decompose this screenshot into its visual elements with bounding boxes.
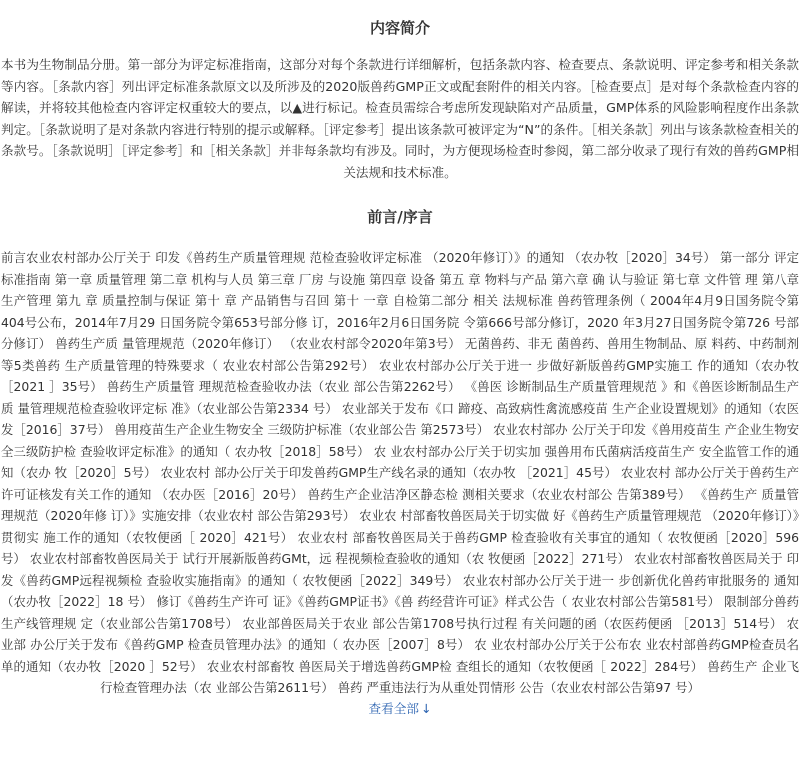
intro-section-title: 内容简介 bbox=[369, 19, 430, 37]
preface-section-title: 前言/序言 bbox=[367, 208, 433, 226]
show-all-link[interactable] bbox=[0, 699, 800, 719]
arrow-down-icon: ↓ bbox=[420, 700, 432, 716]
preface-paragraph: 前言农业农村部办公厅关于 印发《兽药生产质量管理规 范检查验收评定标准 （2020年修订）》的通知 （农办牧［2020］34号） 第一部分 评定标准指南 第一章 质量管理 第二章 机构与人员 第三章 厂房 与设施 第四章 设备 第五 章 物料与产品 第六章 确 认与验证 第七章 文件管 理 第八章 生产管理 第九 章 质量控制与保证 第十 章 产品销售与召回 第十 一章 自检第二部分 相关 法规标准 兽药管理条例（ 2004年4月9日国务院令第 404号公布，2014年7月29 日国务院令第653号部分修 订，2016年2月6日国务院 令第666号部分修订，2020 年3月27日国务院令第726 号部分修订） 兽药生产质 量管理规范（2020年修订） （农业农村部令2020年第3号） 无菌兽药、非无 菌兽药、兽用生物制品、原 料药、中药制剂等5类兽药 生产质量管理的特殊要求（ 农业农村部公告第292号） 农业农村部办公厅关于进一 步做好新版兽药GMP实施工 作的通知（农办牧［2021 ］35号） 兽药生产质量管 理规范检查验收办法（农业 部公告第2262号） 《兽医 诊断制品生产质量管理规范 》和《兽医诊断制品生产质 量管理规范检查验收评定标 准》（农业部公告第2334 号） 农业部关于发布《口 蹄疫、高致病性禽流感疫苗 生产企业设置规划》的通知（农医发［2016］37号） 兽用疫苗生产企业生物安全 三级防护标准（农业部公告 第2573号） 农业农村部办 公厅关于印发《兽用疫苗生 产企业生物安全三级防护检 查验收评定标准》的通知（ 农办牧［2018］58号） 农 业农村部办公厅关于切实加 强兽用布氏菌病活疫苗生产 安全监管工作的通知（农办 牧［2020］5号） 农业农村 部办公厅关于印发兽药GMP生产线名录的通知（农办牧 ［2021］45号） 农业农村 部办公厅关于兽药生产 许可证核发有关工作的通知 （农办医［2016］20号） 兽药生产企业洁净区静态检 测相关要求（农业农村部公 告第389号） 《兽药生产 质量管理规范（2020年修 订）》实施安排（农业农村 部公告第293号） 农业农 村部畜牧兽医局关于切实做 好《兽药生产质量管理规范 （2020年修订）》贯彻实 施工作的通知（农牧便函［ 2020］421号） 农业农村 部畜牧兽医局关于兽药GMP 检查验收有关事宜的通知（ 农牧便函［2020］596号） 农业农村部畜牧兽医局关于 试行开展新版兽药GMt，远 程视频检查验收的通知（农 牧便函［2022］271号） 农业农村部畜牧兽医局关于 印发《兽药GMP远程视频检 查验收实施指南》的通知（ 农牧便函［2022］349号） 农业农村部办公厅关于进一 步创新优化兽药审批服务的 通知（农办牧［2022］18 号） 修订《兽药生产许可 证》《兽药GMP证书》《兽 药经营许可证》样式公告（ 农业农村部公告第581号） 限制部分兽药生产线管理规 定（农业部公告第1708号） 农业部兽医局关于农业 部公告第1708号执行过程 有关问题的函（农医药便函 ［2013］514号） 农业部 办公厅关于发布《兽药GMP 检查员管理办法》的通知（ 农办医［2007］8号） 农 业农村部办公厅关于公布农 业农村部兽药GMP检查员名 单的通知（农办牧［2020 ］52号） 农业农村部畜牧 兽医局关于增选兽药GMP检 查组长的通知（农牧便函［ 2022］284号） 兽药生产 企业飞行检查管理办法（农 业部公告第2611号） 兽药 严重违法行为从重处罚情形 公告（农业农村部公告第97 号） bbox=[1, 250, 800, 695]
show-all-label: 查看全部 bbox=[368, 700, 419, 716]
intro-paragraph: 本书为生物制品分册。第一部分为评定标准指南，这部分对每个条款进行详细解析，包括条款内容、检查要点、条款说明、评定参考和相关条款等内容。［条款内容］列出评定标准条款原文以及所涉及的2020版兽药GMP正文或配套附件的相关内容。［检查要点］是对每个条款检查内容的解读，并将较其他检查内容评定权重较大的要点，以▲进行标记。检查员需综合考虑所发现缺陷对产品质量，GMP体系的风险影响程度作出条款判定。［条款说明了是对条款内容进行特别的提示或解释。［评定参考］提出该条款可被评定为“N”的条件。［相关条款］列出与该条款检查相关的条款号。［条款说明］［评定参考］和［相关条款］并非每条款均有涉及。同时，为方便现场检查时参阅，第二部分收录了现行有效的兽药GMP相关法规和技术标准。 bbox=[1, 57, 799, 180]
